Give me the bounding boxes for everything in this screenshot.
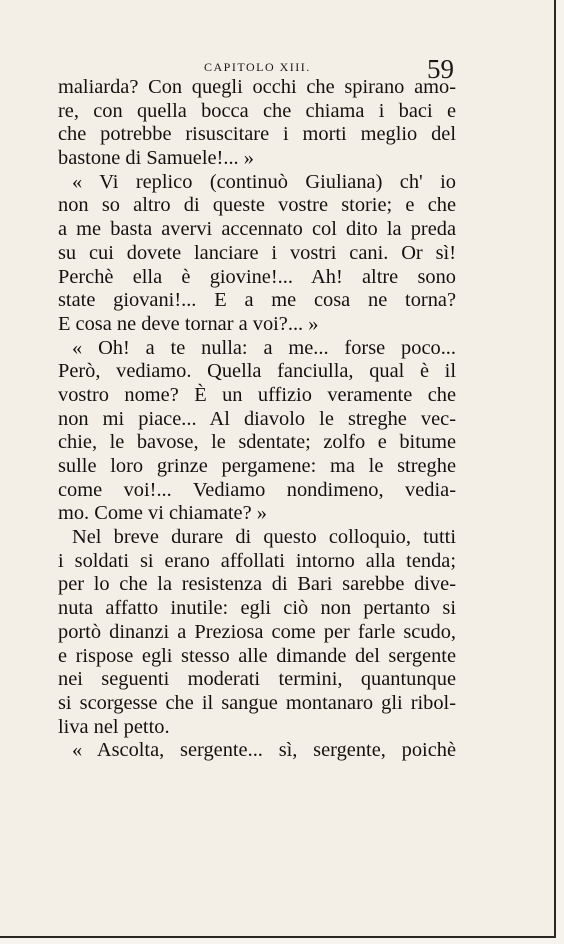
text-line: Perchè ella è giovine!... Ah! altre sono (58, 265, 456, 288)
text-line: liva nel petto. (58, 715, 170, 738)
text-line: mo. Come vi chiamate? » (58, 502, 267, 525)
text-line: a me basta avervi accennato col dito la preda (58, 218, 456, 241)
scan-edge-right (556, 0, 564, 944)
text-line: come voi!... Vediamo nondimeno, vedia- (58, 478, 456, 501)
text-line: state giovani!... E a me cosa ne torna? (58, 289, 456, 312)
text-line: nuta affatto inutile: egli ciò non pertanto si (58, 597, 456, 620)
text-line: che potrebbe risuscitare i morti meglio del (58, 123, 456, 146)
text-line: chie, le bavose, le sdentate; zolfo e bitume (58, 431, 456, 454)
text-line: i soldati si erano affollati intorno alla tenda; (58, 549, 456, 572)
text-line: non mi piace... Al diavolo le streghe vec- (58, 407, 456, 430)
body-text (58, 76, 456, 763)
text-line: non so altro di queste vostre storie; e che (58, 194, 456, 217)
text-line: nei seguenti moderati termini, quantunque (58, 668, 456, 691)
text-line: Nel breve durare di questo colloquio, tutti (72, 526, 456, 549)
running-head: CAPITOLO XIII. (204, 60, 311, 74)
text-line: « Oh! a te nulla: a me... forse poco... (72, 336, 456, 359)
text-line: Però, vediamo. Quella fanciulla, qual è il (58, 360, 456, 383)
text-line: maliarda? Con quegli occhi che spirano amo- (58, 76, 456, 98)
text-line: portò dinanzi a Preziosa come per farle scudo, (58, 620, 456, 643)
text-line: re, con quella bocca che chiama i baci e (58, 99, 456, 122)
text-line: bastone di Samuele!... » (58, 147, 254, 170)
text-line: sulle loro grinze pergamene: ma le streghe (58, 455, 456, 477)
scan-edge-bottom (0, 938, 564, 944)
text-line: su cui dovete lanciare i vostri cani. Or sì! (58, 241, 456, 264)
text-line: e rispose egli stesso alle dimande del sergente (58, 644, 456, 667)
text-line: E cosa ne deve tornar a voi?... » (58, 312, 319, 335)
text-line: « Vi replico (continuò Giuliana) ch' io (72, 170, 456, 193)
text-line: per lo che la resistenza di Bari sarebbe dive- (58, 573, 456, 596)
text-line: vostro nome? È un uffizio veramente che (58, 383, 456, 406)
text-line: « Ascolta, sergente... sì, sergente, poichè (72, 739, 456, 762)
page-number: 59 (427, 54, 454, 84)
text-line: si scorgesse che il sangue montanaro gli ribol- (58, 691, 456, 714)
